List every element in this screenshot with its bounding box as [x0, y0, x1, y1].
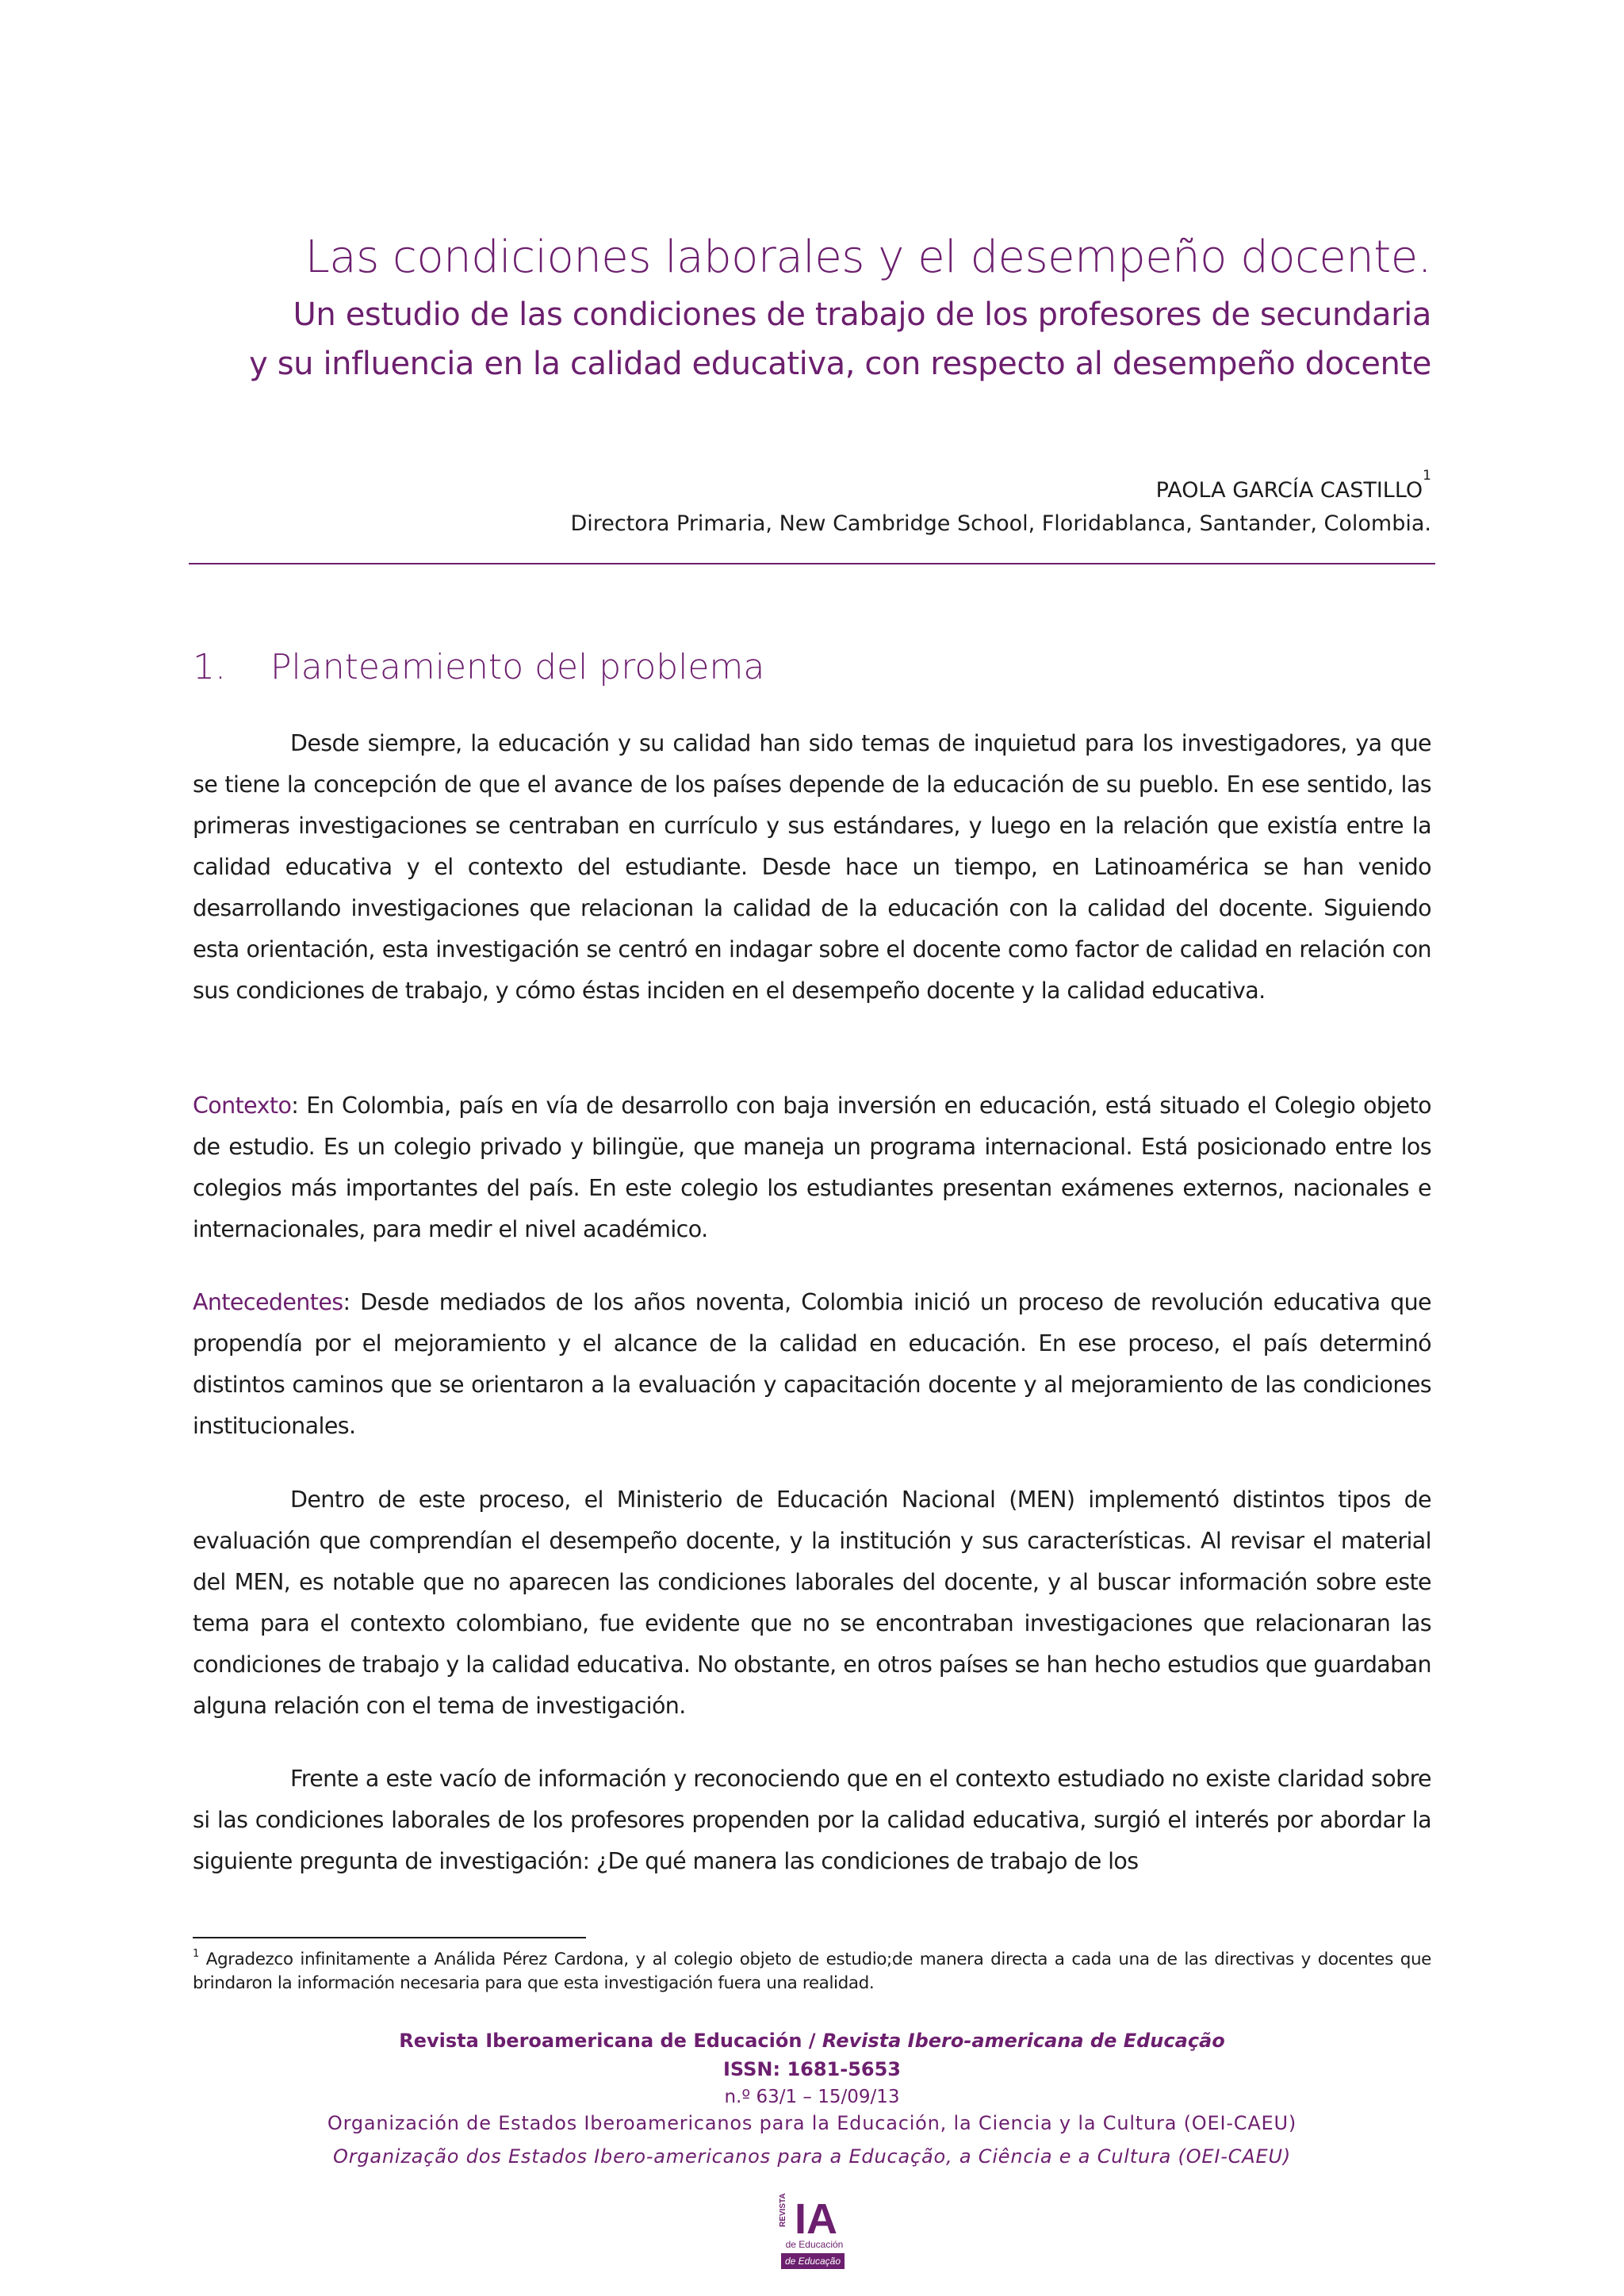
- author-footnote-ref[interactable]: 1: [1423, 468, 1431, 484]
- footer-org-pt: Organização dos Estados Ibero-americanos para a Educação, a Ciência e a Cultura (OEI-CAEU): [333, 2145, 1291, 2168]
- article-subtitle: [190, 290, 1431, 388]
- footer-issue: n.º 63/1 – 15/09/13: [724, 2087, 900, 2107]
- subtitle-line-1: Un estudio de las condiciones de trabajo de los profesores de secundaria: [293, 297, 1431, 333]
- section-heading: [193, 644, 764, 691]
- article-title: Las condiciones laborales y el desempeño docente.: [304, 232, 1431, 283]
- logo-line-2: de Educação: [784, 2256, 841, 2267]
- author-name-text: PAOLA GARCÍA CASTILLO: [1155, 478, 1423, 503]
- section-number: 1.: [193, 647, 226, 687]
- header-divider: [189, 563, 1435, 564]
- logo-line-1: de Educación: [785, 2239, 844, 2250]
- footer-org-es: Organización de Estados Iberoamericanos para la Educación, la Ciencia y la Cultura (OEI-CAEU): [327, 2112, 1297, 2134]
- paragraph-1: Desde siempre, la educación y su calidad han sido temas de inquietud para los investigadores, ya que se tiene la concepción de que el avance de los países depende de la educación de su pueblo. En ese sentido, las primeras investigaciones se centraban en currículo y sus estándares, y luego en la relación que existía entre la calidad educativa y el contexto del estudiante. Desde hace un tiempo, en Latinoamérica se han venido desarrollando investigaciones que relacionan la calidad de la educación con la calidad del docente. Siguiendo esta orientación, esta investigación se centró en indagar sobre el docente como factor de calidad en relación con sus condiciones de trabajo, y cómo éstas inciden en el desempeño docente y la calidad educativa.: [193, 730, 1431, 1004]
- section-title: Planteamiento del problema: [270, 647, 765, 687]
- paragraph-4: Dentro de este proceso, el Ministerio de Educación Nacional (MEN) implementó distintos tipos de evaluación que comprendían el desempeño docente, y la institución y sus características. Al revisar el material del MEN, es notable que no aparecen las condiciones laborales del docente, y al buscar información sobre este tema para el contexto colombiano, fue evidente que no se encontraban investigaciones que relacionaran las condiciones de trabajo y la calidad educativa. No obstante, en otros países se han hecho estudios que guardaban alguna relación con el tema de investigación.: [193, 1487, 1431, 1719]
- journal-logo: [778, 2186, 846, 2271]
- paragraph-contexto: [193, 1085, 1431, 1250]
- label-contexto: Contexto: [193, 1093, 292, 1119]
- logo-mark: IA: [795, 2195, 837, 2243]
- footnote-mark: 1: [193, 1948, 199, 1960]
- footer-issn: ISSN: 1681-5653: [722, 2058, 901, 2080]
- footnote-text: Agradezco infinitamente a Análida Pérez Cardona, y al colegio objeto de estudio;de manera directa a cada una de las directivas y docentes que brindaron la información necesaria para que esta investigación fuera una realidad.: [193, 1950, 1431, 1993]
- logo-vertical-text: REVISTA: [779, 2193, 787, 2227]
- footer-journal-es: Revista Iberoamericana de Educación: [399, 2030, 802, 2052]
- footer-journal: [193, 2030, 1431, 2052]
- paragraph-antecedentes: [193, 1282, 1431, 1447]
- paragraph-antecedentes-text: : Desde mediados de los años noventa, Colombia inició un proceso de revolución educativa que propendía por el mejoramiento y el alcance de la calidad en educación. En ese proceso, el país determinó distintos caminos que se orientaron a la evaluación y capacitación docente y al mejoramiento de las condiciones institucionales.: [193, 1289, 1431, 1439]
- footnote-divider: [193, 1937, 586, 1938]
- subtitle-line-2: y su influencia en la calidad educativa, con respecto al desempeño docente: [249, 346, 1431, 382]
- paragraph-contexto-text: : En Colombia, país en vía de desarrollo con baja inversión en educación, está situado el Colegio objeto de estudio. Es un colegio privado y bilingüe, que maneja un programa internacional. Está posicionado entre los colegios más importantes del país. En este colegio los estudiantes presentan exámenes externos, nacionales e internacionales, para medir el nivel académico.: [193, 1093, 1431, 1242]
- footnote-1: [193, 1948, 1431, 1996]
- footer-journal-pt: Revista Ibero-americana de Educação: [822, 2030, 1225, 2052]
- paragraph-5: Frente a este vacío de información y reconociendo que en el contexto estudiado no existe claridad sobre si las condiciones laborales de los profesores propenden por la calidad educativa, surgió el interés por abordar la siguiente pregunta de investigación: ¿De qué manera las condiciones de trabajo de los: [193, 1766, 1431, 1874]
- label-antecedentes: Antecedentes: [193, 1289, 343, 1315]
- footer-separator: /: [802, 2030, 822, 2052]
- author-name: [190, 468, 1431, 503]
- author-affiliation: Directora Primaria, New Cambridge School, Floridablanca, Santander, Colombia.: [570, 511, 1431, 536]
